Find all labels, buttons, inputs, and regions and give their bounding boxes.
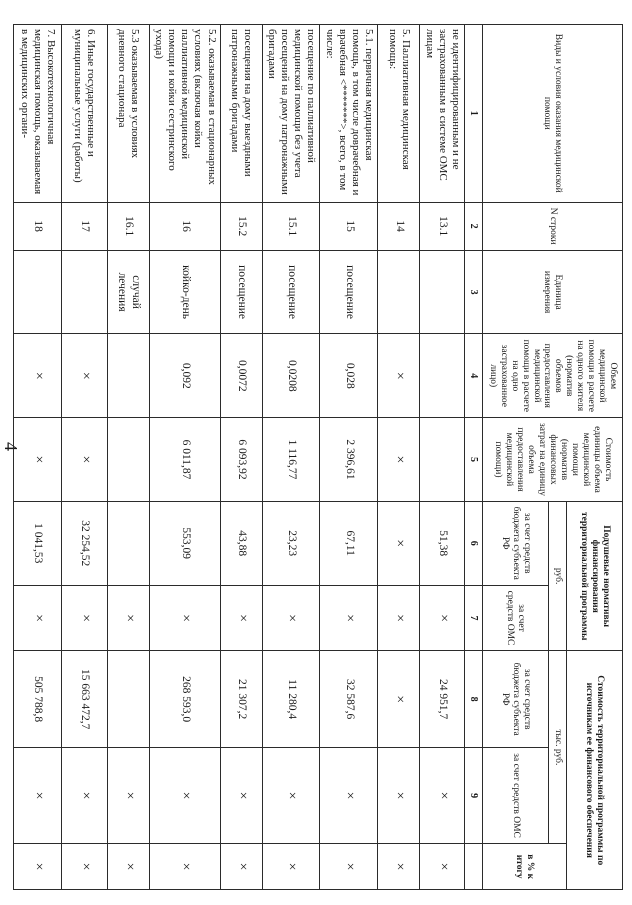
rotated-table-wrapper <box>18 24 623 890</box>
row-total-oms: × <box>149 747 220 843</box>
header-sub-thous-rub: тыс. руб. <box>549 651 567 844</box>
row-description: посещение по паллиативной медицинской помощи без учета посещений на дому патронажными бригадами <box>262 25 320 203</box>
row-description: 5.2. оказываемая в стационарных условиях (включая койки паллиативной медицинской помощи и койки сестринского ухода) <box>149 25 220 203</box>
row-per-capita-oms: × <box>61 585 107 651</box>
col-number-5: 5 <box>465 418 483 502</box>
row-unit: койко-день <box>149 250 220 334</box>
table-row <box>420 25 465 890</box>
table-row <box>13 25 61 890</box>
row-number: 15 <box>320 202 378 250</box>
row-unit-cost <box>107 418 149 502</box>
row-percent: × <box>320 844 378 890</box>
row-unit <box>378 250 420 334</box>
col-number-7: 7 <box>465 585 483 651</box>
header-pc-oms: за счет средств ОМС <box>483 585 549 651</box>
row-description: 5.1. первичная медицинская помощь, в том числе доврачебная и врачебная <*******>, всего, в том числе: <box>320 25 378 203</box>
row-total-budget: 11 280,4 <box>262 651 320 747</box>
row-per-capita-oms: × <box>13 585 61 651</box>
col-number-4: 4 <box>465 334 483 418</box>
table-row <box>107 25 149 890</box>
row-per-capita-oms: × <box>220 585 262 651</box>
row-unit: случай лечения <box>107 250 149 334</box>
header-sub-rub: руб. <box>549 501 567 651</box>
row-description: 6. Иные государственные и муниципальные услуги (работы) <box>61 25 107 203</box>
col-number-2: 2 <box>465 202 483 250</box>
row-percent: × <box>262 844 320 890</box>
row-total-oms: × <box>262 747 320 843</box>
header-volume: Объем медицинской помощи в расчете на одного жителя (норматив объемов предоставления медицинской помощи в расчете на одно застрахованное лицо) <box>483 334 623 418</box>
col-number-1: 1 <box>465 25 483 203</box>
table-row <box>149 25 220 890</box>
row-volume <box>420 334 465 418</box>
row-volume: 0,028 <box>320 334 378 418</box>
header-types: Виды и условия оказания медицинской помощи <box>483 25 623 203</box>
row-unit-cost: 6 093,92 <box>220 418 262 502</box>
page-number: 4 <box>1 442 21 451</box>
row-total-budget <box>107 651 149 747</box>
row-unit: посещение <box>320 250 378 334</box>
col-number-9: 9 <box>465 747 483 843</box>
row-total-budget: 505 788,8 <box>13 651 61 747</box>
row-per-capita-oms: × <box>262 585 320 651</box>
row-number: 15.2 <box>220 202 262 250</box>
row-total-oms: × <box>320 747 378 843</box>
row-per-capita-oms: × <box>107 585 149 651</box>
row-percent: × <box>378 844 420 890</box>
row-number: 16 <box>149 202 220 250</box>
header-pct: в % к итогу <box>483 844 567 890</box>
header-program-cost: Стоимость территориальной программы по источникам ее финансового обеспечения <box>567 651 623 890</box>
row-unit <box>420 250 465 334</box>
header-tc-oms: за счет средств ОМС <box>483 747 549 843</box>
row-number: 15.1 <box>262 202 320 250</box>
row-total-oms: × <box>420 747 465 843</box>
row-per-capita-budget: 67,11 <box>320 501 378 585</box>
header-per-capita: Подушевые нормативы финансирования территориальной программы <box>567 501 623 651</box>
row-percent: × <box>107 844 149 890</box>
row-description: 5.3 оказываемая в условиях дневного стационара <box>107 25 149 203</box>
row-per-capita-oms: × <box>378 585 420 651</box>
row-per-capita-budget <box>107 501 149 585</box>
row-unit-cost: 2 396,61 <box>320 418 378 502</box>
row-total-budget: × <box>378 651 420 747</box>
col-number-3: 3 <box>465 250 483 334</box>
row-unit <box>61 250 107 334</box>
row-volume: 0,092 <box>149 334 220 418</box>
row-unit-cost <box>420 418 465 502</box>
row-per-capita-budget: × <box>378 501 420 585</box>
header-tc-budget: за счет средств бюджета субъекта РФ <box>483 651 549 747</box>
row-per-capita-budget: 51,38 <box>420 501 465 585</box>
row-volume: 0,0072 <box>220 334 262 418</box>
header-cost: Стоимость единицы объема медицинской помощи (норматив финансовых затрат на единицу объема предоставления медицинской помощи) <box>483 418 623 502</box>
header-unit: Единица измерения <box>483 250 623 334</box>
row-percent: × <box>420 844 465 890</box>
row-volume: × <box>61 334 107 418</box>
row-description: 5. Паллиативная медицинская помощь: <box>378 25 420 203</box>
row-percent: × <box>149 844 220 890</box>
header-pc-budget: за счет средств бюджета субъекта РФ <box>483 501 549 585</box>
row-per-capita-budget: 32 254,52 <box>61 501 107 585</box>
row-unit-cost: 1 116,77 <box>262 418 320 502</box>
table-body <box>13 25 464 890</box>
row-unit: посещение <box>262 250 320 334</box>
table-row <box>220 25 262 890</box>
row-total-budget: 32 587,6 <box>320 651 378 747</box>
col-number-6: 6 <box>465 501 483 585</box>
row-per-capita-oms: × <box>420 585 465 651</box>
row-total-oms: × <box>107 747 149 843</box>
row-number: 17 <box>61 202 107 250</box>
row-percent: × <box>61 844 107 890</box>
row-description: посещения на дому выездными патронажными бригадами <box>220 25 262 203</box>
row-description: 7. Высокотехнологичная медицинская помощь, оказываемая в медицинских органи- <box>13 25 61 203</box>
row-volume: × <box>378 334 420 418</box>
row-unit-cost: 6 011,87 <box>149 418 220 502</box>
row-total-oms: × <box>378 747 420 843</box>
row-volume: 0,0208 <box>262 334 320 418</box>
row-number: 14 <box>378 202 420 250</box>
row-unit-cost: × <box>61 418 107 502</box>
row-number: 13.1 <box>420 202 465 250</box>
row-number: 16.1 <box>107 202 149 250</box>
row-description: не идентифицированным и не застрахованным в системе ОМС лицам <box>420 25 465 203</box>
row-percent: × <box>13 844 61 890</box>
row-unit-cost: × <box>378 418 420 502</box>
header-row-num: N строки <box>483 202 623 250</box>
table-row <box>61 25 107 890</box>
row-total-budget: 21 307,2 <box>220 651 262 747</box>
row-total-budget: 268 593,0 <box>149 651 220 747</box>
row-volume: × <box>13 334 61 418</box>
row-per-capita-budget: 553,09 <box>149 501 220 585</box>
row-per-capita-oms: × <box>149 585 220 651</box>
col-number-8: 8 <box>465 651 483 747</box>
row-percent: × <box>220 844 262 890</box>
row-total-budget: 24 951,7 <box>420 651 465 747</box>
row-per-capita-budget: 43,88 <box>220 501 262 585</box>
data-table <box>13 24 623 890</box>
row-number: 18 <box>13 202 61 250</box>
table-row <box>262 25 320 890</box>
row-total-oms: × <box>61 747 107 843</box>
table-row <box>320 25 378 890</box>
row-unit <box>13 250 61 334</box>
row-total-budget: 15 663 472,7 <box>61 651 107 747</box>
row-volume <box>107 334 149 418</box>
row-unit: посещение <box>220 250 262 334</box>
row-per-capita-budget: 1 041,53 <box>13 501 61 585</box>
row-total-oms: × <box>220 747 262 843</box>
row-per-capita-budget: 23,23 <box>262 501 320 585</box>
row-per-capita-oms: × <box>320 585 378 651</box>
col-number-empty <box>465 844 483 890</box>
row-unit-cost: × <box>13 418 61 502</box>
table-row <box>378 25 420 890</box>
row-total-oms: × <box>13 747 61 843</box>
